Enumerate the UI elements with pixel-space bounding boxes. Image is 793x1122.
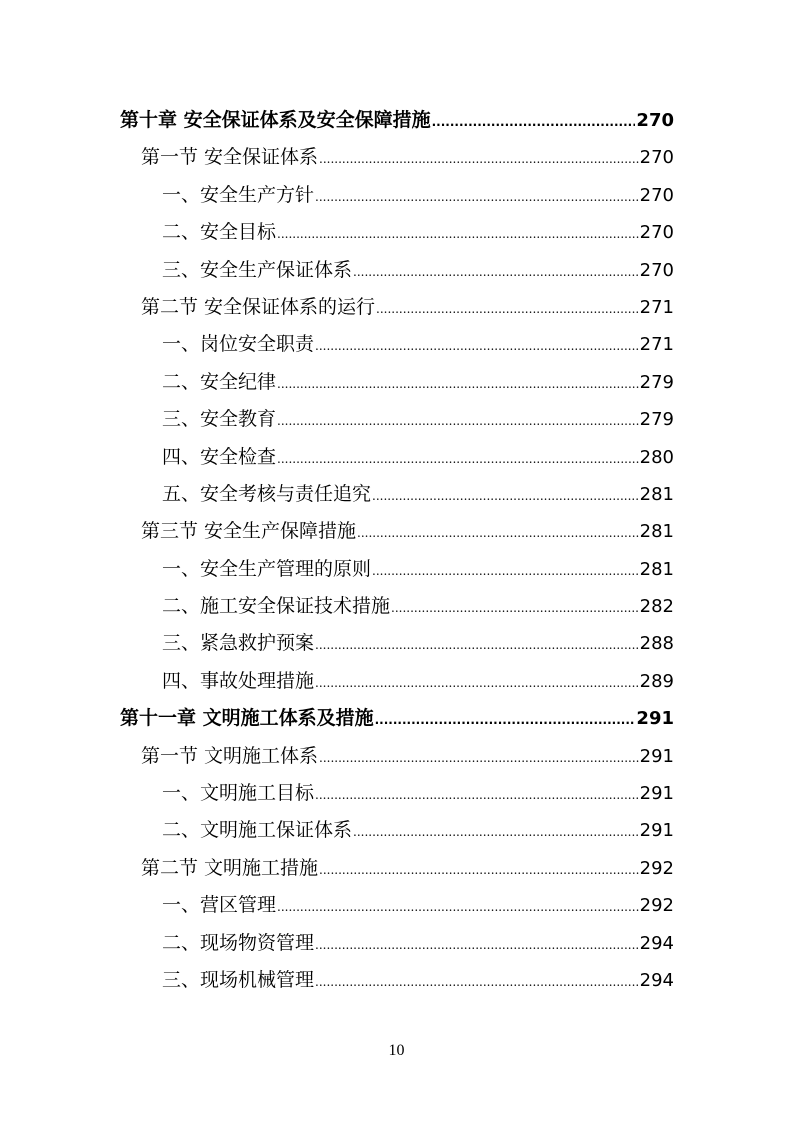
toc-entry-page: 270 xyxy=(636,110,674,131)
toc-dot-leader xyxy=(432,104,636,141)
toc-dot-leader xyxy=(315,777,639,814)
toc-dot-leader xyxy=(315,179,639,216)
toc-entry-page: 280 xyxy=(639,446,674,468)
toc-entry-title: 一、岗位安全职责 xyxy=(162,333,315,356)
toc-entry-title: 二、施工安全保证技术措施 xyxy=(162,595,391,618)
toc-entry-subsection[interactable] xyxy=(120,252,674,289)
toc-entry-title: 三、紧急救护预案 xyxy=(162,632,315,655)
toc-dot-leader xyxy=(375,702,636,739)
toc-dot-leader xyxy=(353,254,639,291)
toc-entry-section[interactable] xyxy=(120,289,674,326)
toc-dot-leader xyxy=(372,553,639,590)
toc-entry-subsection[interactable] xyxy=(120,962,674,999)
toc-dot-leader xyxy=(277,403,639,440)
toc-dot-leader xyxy=(353,814,639,851)
toc-entry-title: 二、安全目标 xyxy=(162,221,277,244)
toc-entry-title: 二、安全纪律 xyxy=(162,370,277,393)
toc-entry-title: 第二节 安全保证体系的运行 xyxy=(141,295,376,318)
toc-entry-page: 270 xyxy=(639,184,674,206)
toc-entry-title: 第一节 文明施工体系 xyxy=(141,744,319,767)
toc-entry-title: 三、安全教育 xyxy=(162,408,277,431)
toc-entry-page: 271 xyxy=(639,334,674,356)
toc-entry-page: 292 xyxy=(639,857,674,879)
toc-dot-leader xyxy=(315,665,639,702)
toc-dot-leader xyxy=(315,964,639,1001)
toc-entry-page: 270 xyxy=(639,147,674,169)
toc-entry-section[interactable] xyxy=(120,738,674,775)
toc-entry-title: 二、现场物资管理 xyxy=(162,931,315,954)
page-number: 10 xyxy=(388,1042,405,1059)
toc-dot-leader xyxy=(319,852,639,889)
toc-entry-page: 294 xyxy=(639,969,674,991)
toc-entry-page: 291 xyxy=(639,820,674,842)
toc-entry-subsection[interactable] xyxy=(120,214,674,251)
toc-entry-title: 第三节 安全生产保障措施 xyxy=(141,520,357,543)
toc-entry-page: 281 xyxy=(639,558,674,580)
table-of-contents xyxy=(120,102,674,999)
toc-entry-section[interactable] xyxy=(120,139,674,176)
toc-entry-page: 289 xyxy=(639,670,674,692)
toc-entry-page: 291 xyxy=(636,708,674,730)
toc-entry-page: 291 xyxy=(639,745,674,767)
toc-entry-title: 第一节 安全保证体系 xyxy=(141,146,319,169)
toc-entry-page: 270 xyxy=(639,259,674,281)
toc-entry-title: 一、营区管理 xyxy=(162,894,277,917)
toc-entry-page: 288 xyxy=(639,633,674,655)
toc-entry-page: 270 xyxy=(639,222,674,244)
toc-entry-page: 271 xyxy=(639,296,674,318)
toc-entry-page: 282 xyxy=(639,596,674,618)
toc-entry-subsection[interactable] xyxy=(120,925,674,962)
toc-entry-section[interactable] xyxy=(120,850,674,887)
toc-entry-section[interactable] xyxy=(120,513,674,550)
toc-entry-subsection[interactable] xyxy=(120,588,674,625)
toc-dot-leader xyxy=(315,328,639,365)
toc-entry-page: 279 xyxy=(639,409,674,431)
toc-dot-leader xyxy=(315,627,639,664)
toc-entry-title: 第十一章 文明施工体系及措施 xyxy=(120,707,374,730)
toc-entry-subsection[interactable] xyxy=(120,476,674,513)
toc-entry-subsection[interactable] xyxy=(120,887,674,924)
toc-entry-title: 五、安全考核与责任追究 xyxy=(162,482,372,505)
toc-dot-leader xyxy=(277,366,639,403)
toc-entry-title: 三、安全生产保证体系 xyxy=(162,258,353,281)
toc-entry-page: 294 xyxy=(639,932,674,954)
toc-entry-subsection[interactable] xyxy=(120,364,674,401)
toc-entry-title: 一、安全生产方针 xyxy=(162,183,315,206)
toc-entry-page: 279 xyxy=(639,371,674,393)
toc-entry-title: 二、文明施工保证体系 xyxy=(162,819,353,842)
toc-entry-subsection[interactable] xyxy=(120,439,674,476)
toc-dot-leader xyxy=(277,216,639,253)
toc-entry-title: 第二节 文明施工措施 xyxy=(141,856,319,879)
toc-dot-leader xyxy=(277,889,639,926)
toc-entry-title: 四、安全检查 xyxy=(162,445,277,468)
toc-entry-title: 四、事故处理措施 xyxy=(162,669,315,692)
toc-entry-subsection[interactable] xyxy=(120,326,674,363)
toc-entry-title: 一、安全生产管理的原则 xyxy=(162,557,372,580)
toc-entry-title: 三、现场机械管理 xyxy=(162,968,315,991)
toc-dot-leader xyxy=(391,590,639,627)
toc-dot-leader xyxy=(319,141,639,178)
toc-entry-title: 一、文明施工目标 xyxy=(162,782,315,805)
toc-dot-leader xyxy=(376,291,639,328)
toc-dot-leader xyxy=(315,927,639,964)
toc-entry-subsection[interactable] xyxy=(120,812,674,849)
toc-entry-page: 281 xyxy=(639,521,674,543)
toc-entry-page: 291 xyxy=(639,783,674,805)
toc-dot-leader xyxy=(277,441,639,478)
toc-entry-title: 第十章 安全保证体系及安全保障措施 xyxy=(120,109,431,131)
toc-entry-chapter-11[interactable] xyxy=(120,700,674,737)
toc-entry-subsection[interactable] xyxy=(120,401,674,438)
toc-entry-subsection[interactable] xyxy=(120,775,674,812)
toc-entry-subsection[interactable] xyxy=(120,625,674,662)
toc-entry-subsection[interactable] xyxy=(120,663,674,700)
toc-dot-leader xyxy=(319,740,639,777)
toc-entry-subsection[interactable] xyxy=(120,177,674,214)
toc-dot-leader xyxy=(357,515,639,552)
toc-entry-page: 281 xyxy=(639,483,674,505)
toc-entry-page: 292 xyxy=(639,895,674,917)
toc-entry-chapter-10[interactable] xyxy=(120,102,674,139)
toc-dot-leader xyxy=(372,478,639,515)
toc-entry-subsection[interactable] xyxy=(120,551,674,588)
